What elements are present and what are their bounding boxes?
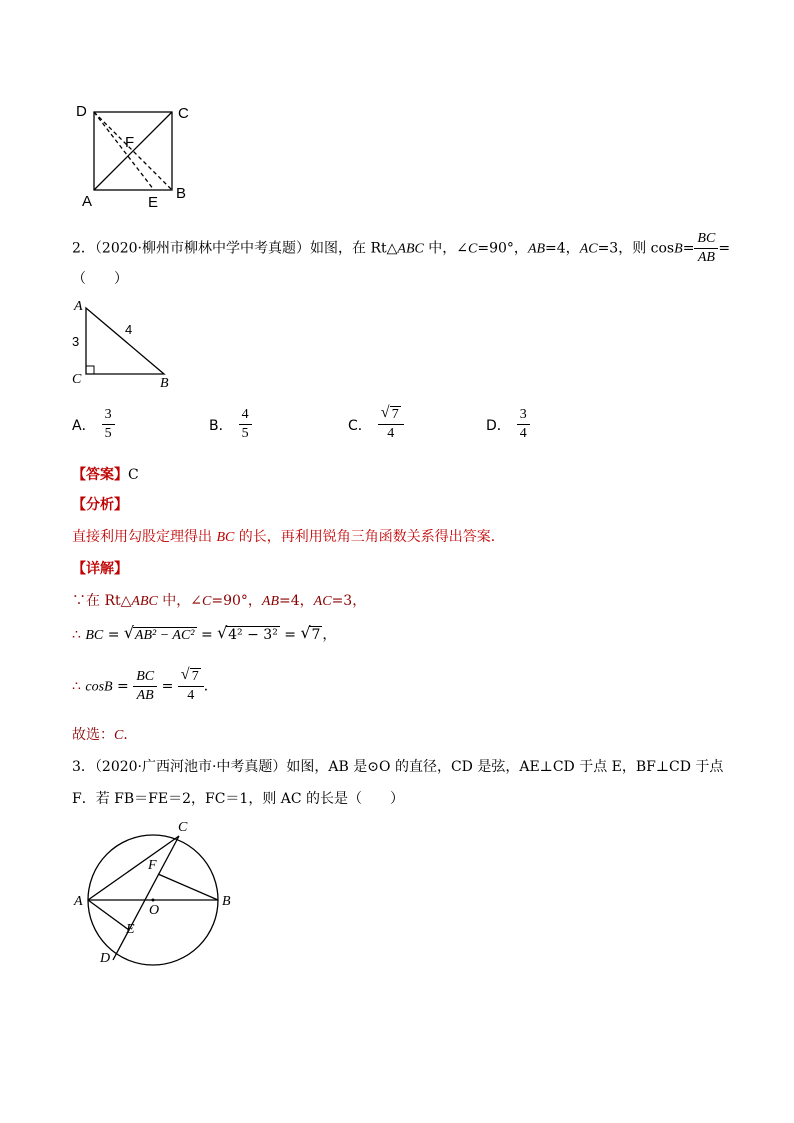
detail-line-3: ∴ cosB = $\frac{BC}{AB}$ = √ 7 4 ． — [72, 666, 218, 703]
answer-value: C — [128, 467, 139, 483]
label-B: B — [176, 185, 187, 202]
q3-line-2: F．若 FB＝FE＝2，FC＝1，则 AC 的长是（ ） — [72, 791, 405, 807]
cos-fraction: $\frac{BC}{AB}$ — [694, 230, 718, 267]
circ-label-A: A — [74, 894, 83, 909]
tri-side-3: 3 — [72, 334, 80, 349]
circ-label-B: B — [222, 894, 231, 909]
tri-label-B: B — [160, 376, 169, 391]
q3-line-1: 3．（2020·广西河池市·中考真题）如图，AB 是⊙O 的直径，CD 是弦，AE⊥CD 于点 E，BF⊥CD 于点 — [72, 759, 724, 775]
square-figure — [70, 98, 200, 213]
label-E: E — [148, 194, 159, 211]
analysis-heading: 【分析】 — [72, 497, 128, 513]
detail-choose: 故选：C． — [72, 727, 138, 743]
circ-label-O: O — [149, 903, 160, 918]
circ-label-F: F — [148, 858, 157, 873]
label-C: C — [178, 105, 189, 122]
detail-heading: 【详解】 — [72, 561, 128, 577]
tri-side-4: 4 — [125, 322, 133, 337]
option-c[interactable]: C． √ 7 4 — [348, 406, 404, 443]
circ-label-E: E — [126, 922, 135, 937]
answer-line: 【答案】C — [72, 467, 139, 483]
q2-paren: （ ） — [72, 271, 128, 287]
circ-label-C: C — [178, 820, 188, 835]
q2-stem: 2．（2020·柳州市柳林中学中考真题）如图，在 Rt△ABC 中，∠C=90°，AB=4，AC=3，则 cosB= $\frac{BC}{AB}$ = — [72, 231, 731, 265]
option-b[interactable]: B． $\frac{4}{5}$ — [209, 406, 252, 443]
analysis-text: 直接利用勾股定理得出 BC 的长，再利用锐角三角函数关系得出答案． — [72, 529, 505, 545]
triangle-figure — [70, 296, 190, 391]
detail-line-2: ∴ BC = √ AB² − AC² = √ 4² − 3² = √ 7 ， — [72, 623, 337, 643]
circ-label-D: D — [100, 951, 111, 966]
option-d[interactable]: D． $\frac{3}{4}$ — [486, 406, 530, 443]
circle-figure — [70, 818, 245, 968]
detail-line-1: ∵在 Rt△ABC 中，∠C=90°，AB=4，AC=3， — [72, 593, 367, 609]
option-a[interactable]: A． $\frac{3}{5}$ — [72, 406, 115, 443]
label-A: A — [82, 193, 93, 210]
label-D: D — [76, 103, 87, 120]
tri-label-C: C — [72, 372, 82, 387]
label-F: F — [125, 134, 135, 151]
tri-label-A: A — [74, 299, 83, 314]
